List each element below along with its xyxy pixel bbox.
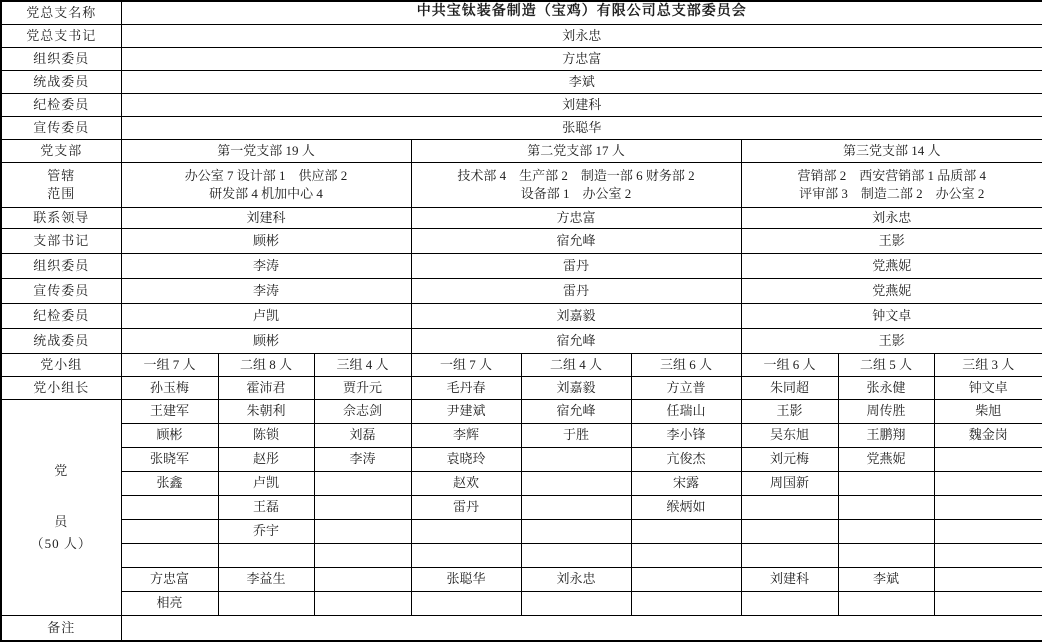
member-cell: 方忠富 xyxy=(121,567,218,591)
united-front-officer-label: 统战委员 xyxy=(1,70,121,93)
row-party-groups xyxy=(1,353,1042,376)
member-cell xyxy=(121,519,218,543)
branch-discipline-officer-label: 纪检委员 xyxy=(1,303,121,328)
group-leaders-label: 党小组长 xyxy=(1,376,121,399)
branch-3-discipline-officer: 钟文卓 xyxy=(741,303,1042,328)
row-branch-organization-officer xyxy=(1,253,1042,278)
member-cell xyxy=(934,495,1042,519)
member-cell: 亢俊杰 xyxy=(631,447,741,471)
member-cell: 袁晓玲 xyxy=(411,447,521,471)
member-cell: 魏金岗 xyxy=(934,423,1042,447)
row-name xyxy=(1,1,1042,24)
row-branches xyxy=(1,139,1042,162)
liaison-leader-label: 联系领导 xyxy=(1,207,121,228)
member-cell: 张鑫 xyxy=(121,471,218,495)
group-leader-cell: 霍沛君 xyxy=(218,376,314,399)
row-members-5 xyxy=(1,495,1042,519)
row-members-8 xyxy=(1,567,1042,591)
page-title: 中共宝钛装备制造（宝鸡）有限公司总支部委员会 xyxy=(121,1,1042,24)
member-cell: 周传胜 xyxy=(838,399,934,423)
member-cell: 于胜 xyxy=(521,423,631,447)
row-branch-publicity-officer xyxy=(1,278,1042,303)
member-cell: 朱朝利 xyxy=(218,399,314,423)
member-cell xyxy=(521,495,631,519)
members-label-line2: 员 xyxy=(54,514,69,530)
member-cell xyxy=(521,471,631,495)
branch-2-united-front-officer: 宿允峰 xyxy=(411,328,741,353)
secretary-value: 刘永忠 xyxy=(121,24,1042,47)
member-cell: 张晓军 xyxy=(121,447,218,471)
member-cell: 刘磊 xyxy=(314,423,411,447)
row-branch-united-front-officer xyxy=(1,328,1042,353)
member-cell xyxy=(934,543,1042,567)
member-cell xyxy=(741,519,838,543)
member-cell xyxy=(631,591,741,615)
branch-1-liaison-leader: 刘建科 xyxy=(121,207,411,228)
member-cell xyxy=(521,543,631,567)
branch-1-organization-officer: 李涛 xyxy=(121,253,411,278)
members-label xyxy=(1,399,121,615)
group-leader-cell: 方立普 xyxy=(631,376,741,399)
row-members-6 xyxy=(1,519,1042,543)
member-cell xyxy=(631,567,741,591)
member-cell xyxy=(314,591,411,615)
publicity-officer-value: 张聪华 xyxy=(121,116,1042,139)
member-cell xyxy=(121,495,218,519)
branch-3-organization-officer: 党燕妮 xyxy=(741,253,1042,278)
members-label-line1: 党 xyxy=(54,462,69,478)
branch-3-united-front-officer: 王影 xyxy=(741,328,1042,353)
branch-3-liaison-leader: 刘永忠 xyxy=(741,207,1042,228)
branch-2-jurisdiction: 技术部 4 生产部 2 制造一部 6 财务部 2 设备部 1 办公室 2 xyxy=(411,162,741,207)
member-cell: 刘永忠 xyxy=(521,567,631,591)
member-cell: 王鹏翔 xyxy=(838,423,934,447)
member-cell: 李益生 xyxy=(218,567,314,591)
branch-1-publicity-officer: 李涛 xyxy=(121,278,411,303)
jurisdiction-label-line1: 管辖 xyxy=(47,167,76,183)
remarks-label: 备注 xyxy=(1,615,121,641)
member-cell xyxy=(741,543,838,567)
group-leader-cell: 朱同超 xyxy=(741,376,838,399)
member-cell xyxy=(741,495,838,519)
group-size-cell: 三组 6 人 xyxy=(631,353,741,376)
member-cell xyxy=(121,543,218,567)
member-cell: 王建军 xyxy=(121,399,218,423)
branch-1-united-front-officer: 顾彬 xyxy=(121,328,411,353)
member-cell: 缑炳如 xyxy=(631,495,741,519)
member-cell: 刘建科 xyxy=(741,567,838,591)
organization-officer-value: 方忠富 xyxy=(121,47,1042,70)
member-cell xyxy=(631,519,741,543)
branch-3-name: 第三党支部 14 人 xyxy=(741,139,1042,162)
member-cell: 张聪华 xyxy=(411,567,521,591)
name-label: 党总支名称 xyxy=(1,1,121,24)
member-cell xyxy=(314,519,411,543)
group-size-cell: 一组 6 人 xyxy=(741,353,838,376)
member-cell: 王影 xyxy=(741,399,838,423)
member-cell xyxy=(314,567,411,591)
member-cell xyxy=(314,543,411,567)
member-cell xyxy=(838,591,934,615)
member-cell: 李涛 xyxy=(314,447,411,471)
member-cell: 王磊 xyxy=(218,495,314,519)
member-cell: 佘志剑 xyxy=(314,399,411,423)
branches-label: 党支部 xyxy=(1,139,121,162)
row-branch-secretary xyxy=(1,228,1042,253)
branch-1-name: 第一党支部 19 人 xyxy=(121,139,411,162)
row-members-1 xyxy=(1,399,1042,423)
member-cell: 李斌 xyxy=(838,567,934,591)
branch-organization-officer-label: 组织委员 xyxy=(1,253,121,278)
branch-2-liaison-leader: 方忠富 xyxy=(411,207,741,228)
branch-publicity-officer-label: 宣传委员 xyxy=(1,278,121,303)
jurisdiction-label-line2: 范围 xyxy=(47,185,76,201)
group-leader-cell: 张永健 xyxy=(838,376,934,399)
group-size-cell: 一组 7 人 xyxy=(121,353,218,376)
row-jurisdiction xyxy=(1,162,1042,207)
members-label-line3: （50 人） xyxy=(30,535,92,551)
row-organization-officer xyxy=(1,47,1042,70)
member-cell xyxy=(521,519,631,543)
branch-2-name: 第二党支部 17 人 xyxy=(411,139,741,162)
member-cell: 党燕妮 xyxy=(838,447,934,471)
branch-united-front-officer-label: 统战委员 xyxy=(1,328,121,353)
row-members-3 xyxy=(1,447,1042,471)
member-cell: 乔宇 xyxy=(218,519,314,543)
member-cell: 相亮 xyxy=(121,591,218,615)
member-cell xyxy=(838,519,934,543)
branch-2-discipline-officer: 刘嘉毅 xyxy=(411,303,741,328)
member-cell: 陈锁 xyxy=(218,423,314,447)
member-cell: 尹建斌 xyxy=(411,399,521,423)
member-cell xyxy=(934,567,1042,591)
group-size-cell: 二组 4 人 xyxy=(521,353,631,376)
group-size-cell: 三组 3 人 xyxy=(934,353,1042,376)
branch-secretary-label: 支部书记 xyxy=(1,228,121,253)
remarks-value xyxy=(121,615,1042,641)
group-leader-cell: 毛丹春 xyxy=(411,376,521,399)
row-remarks xyxy=(1,615,1042,641)
member-cell: 宿允峰 xyxy=(521,399,631,423)
member-cell xyxy=(521,591,631,615)
member-cell: 李辉 xyxy=(411,423,521,447)
member-cell: 雷丹 xyxy=(411,495,521,519)
row-members-9 xyxy=(1,591,1042,615)
row-members-2 xyxy=(1,423,1042,447)
member-cell xyxy=(218,543,314,567)
member-cell xyxy=(934,447,1042,471)
member-cell xyxy=(741,591,838,615)
united-front-officer-value: 李斌 xyxy=(121,70,1042,93)
member-cell xyxy=(314,471,411,495)
group-size-cell: 二组 8 人 xyxy=(218,353,314,376)
member-cell xyxy=(521,447,631,471)
group-leader-cell: 孙玉梅 xyxy=(121,376,218,399)
row-branch-discipline-officer xyxy=(1,303,1042,328)
member-cell xyxy=(838,495,934,519)
member-cell: 吴东旭 xyxy=(741,423,838,447)
branch-2-organization-officer: 雷丹 xyxy=(411,253,741,278)
branch-3-secretary: 王影 xyxy=(741,228,1042,253)
member-cell xyxy=(411,543,521,567)
member-cell: 任瑞山 xyxy=(631,399,741,423)
group-leader-cell: 刘嘉毅 xyxy=(521,376,631,399)
member-cell: 赵彤 xyxy=(218,447,314,471)
row-secretary xyxy=(1,24,1042,47)
member-cell xyxy=(411,591,521,615)
member-cell: 宋露 xyxy=(631,471,741,495)
member-cell xyxy=(218,591,314,615)
group-leader-cell: 钟文卓 xyxy=(934,376,1042,399)
row-members-4 xyxy=(1,471,1042,495)
member-cell: 卢凯 xyxy=(218,471,314,495)
branch-2-secretary: 宿允峰 xyxy=(411,228,741,253)
member-cell: 顾彬 xyxy=(121,423,218,447)
row-members-7 xyxy=(1,543,1042,567)
member-cell: 刘元梅 xyxy=(741,447,838,471)
row-discipline-officer xyxy=(1,93,1042,116)
member-cell: 李小锋 xyxy=(631,423,741,447)
member-cell xyxy=(934,519,1042,543)
branch-2-publicity-officer: 雷丹 xyxy=(411,278,741,303)
member-cell xyxy=(934,471,1042,495)
discipline-officer-label: 纪检委员 xyxy=(1,93,121,116)
member-cell: 周国新 xyxy=(741,471,838,495)
row-liaison-leader xyxy=(1,207,1042,228)
member-cell xyxy=(314,495,411,519)
discipline-officer-value: 刘建科 xyxy=(121,93,1042,116)
group-size-cell: 三组 4 人 xyxy=(314,353,411,376)
member-cell: 柴旭 xyxy=(934,399,1042,423)
jurisdiction-label xyxy=(1,162,121,207)
branch-1-discipline-officer: 卢凯 xyxy=(121,303,411,328)
row-united-front-officer xyxy=(1,70,1042,93)
group-size-cell: 一组 7 人 xyxy=(411,353,521,376)
branch-3-publicity-officer: 党燕妮 xyxy=(741,278,1042,303)
row-publicity-officer xyxy=(1,116,1042,139)
branch-1-secretary: 顾彬 xyxy=(121,228,411,253)
member-cell: 赵欢 xyxy=(411,471,521,495)
member-cell xyxy=(934,591,1042,615)
secretary-label: 党总支书记 xyxy=(1,24,121,47)
group-leader-cell: 贾升元 xyxy=(314,376,411,399)
publicity-officer-label: 宣传委员 xyxy=(1,116,121,139)
group-size-cell: 二组 5 人 xyxy=(838,353,934,376)
branch-1-jurisdiction: 办公室 7 设计部 1 供应部 2 研发部 4 机加中心 4 xyxy=(121,162,411,207)
member-cell xyxy=(838,471,934,495)
member-cell xyxy=(411,519,521,543)
member-cell xyxy=(631,543,741,567)
party-groups-label: 党小组 xyxy=(1,353,121,376)
member-cell xyxy=(838,543,934,567)
organization-officer-label: 组织委员 xyxy=(1,47,121,70)
row-group-leaders xyxy=(1,376,1042,399)
branch-3-jurisdiction: 营销部 2 西安营销部 1 品质部 4 评审部 3 制造二部 2 办公室 2 xyxy=(741,162,1042,207)
